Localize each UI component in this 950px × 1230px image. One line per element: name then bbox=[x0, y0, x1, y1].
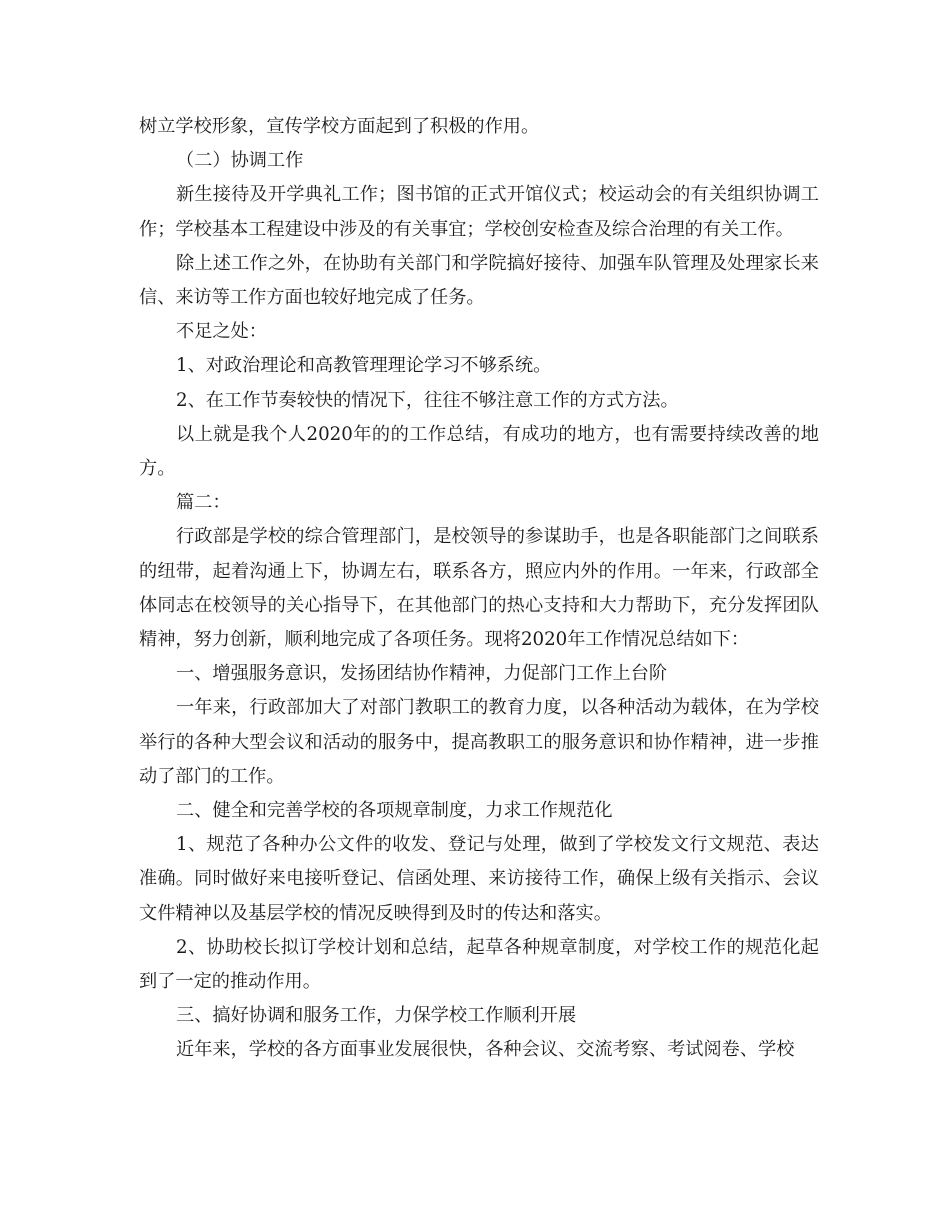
paragraph: 一年来，行政部加大了对部门教职工的教育力度，以各种活动为载体，在为学校举行的各种大型会议和活动的服务中，提高教职工的服务意识和协作精神，进一步推动了部门的工作。 bbox=[139, 697, 819, 787]
section-heading: 不足之处： bbox=[176, 321, 267, 343]
list-item: 2、在工作节奏较快的情况下，往往不够注意工作的方式方法。 bbox=[176, 389, 679, 411]
section-heading: 三、搞好协调和服务工作，力保学校工作顺利开展 bbox=[176, 1005, 577, 1027]
paragraph: 除上述工作之外，在协助有关部门和学院搞好接待、加强车队管理及处理家长来信、来访等工作方面也较好地完成了任务。 bbox=[139, 252, 819, 309]
list-item: 2、协助校长拟订学校计划和总结，起草各种规章制度，对学校工作的规范化起到了一定的推动作用。 bbox=[139, 936, 819, 993]
section-heading: 篇二： bbox=[176, 492, 231, 514]
section-heading: （二）协调工作 bbox=[176, 150, 304, 172]
paragraph: 以上就是我个人2020年的的工作总结，有成功的地方，也有需要持续改善的地方。 bbox=[139, 423, 819, 480]
section-heading: 二、健全和完善学校的各项规章制度，力求工作规范化 bbox=[176, 800, 613, 822]
document-body bbox=[139, 110, 819, 1068]
paragraph: 行政部是学校的综合管理部门，是校领导的参谋助手，也是各职能部门之间联系的纽带，起着沟通上下，协调左右，联系各方，照应内外的作用。一年来，行政部全体同志在校领导的关心指导下，在其他部门的热心支持和大力帮助下，充分发挥团队精神，努力创新，顺利地完成了各项任务。现将2020年工作情况总结如下： bbox=[139, 526, 819, 651]
paragraph: 树立学校形象，宣传学校方面起到了积极的作用。 bbox=[139, 116, 540, 137]
list-item: 1、规范了各种办公文件的收发、登记与处理，做到了学校发文行文规范、表达准确。同时做好来电接听登记、信函处理、来访接待工作，确保上级有关指示、会议文件精神以及基层学校的情况反映得到及时的传达和落实。 bbox=[139, 834, 819, 924]
paragraph: 新生接待及开学典礼工作；图书馆的正式开馆仪式；校运动会的有关组织协调工作；学校基本工程建设中涉及的有关事宜；学校创安检查及综合治理的有关工作。 bbox=[139, 184, 819, 240]
list-item: 1、对政治理论和高教管理理论学习不够系统。 bbox=[176, 355, 552, 377]
paragraph: 近年来，学校的各方面事业发展很快，各种会议、交流考察、考试阅卷、学校 bbox=[176, 1039, 795, 1061]
section-heading: 一、增强服务意识，发扬团结协作精神，力促部门工作上台阶 bbox=[176, 663, 668, 685]
